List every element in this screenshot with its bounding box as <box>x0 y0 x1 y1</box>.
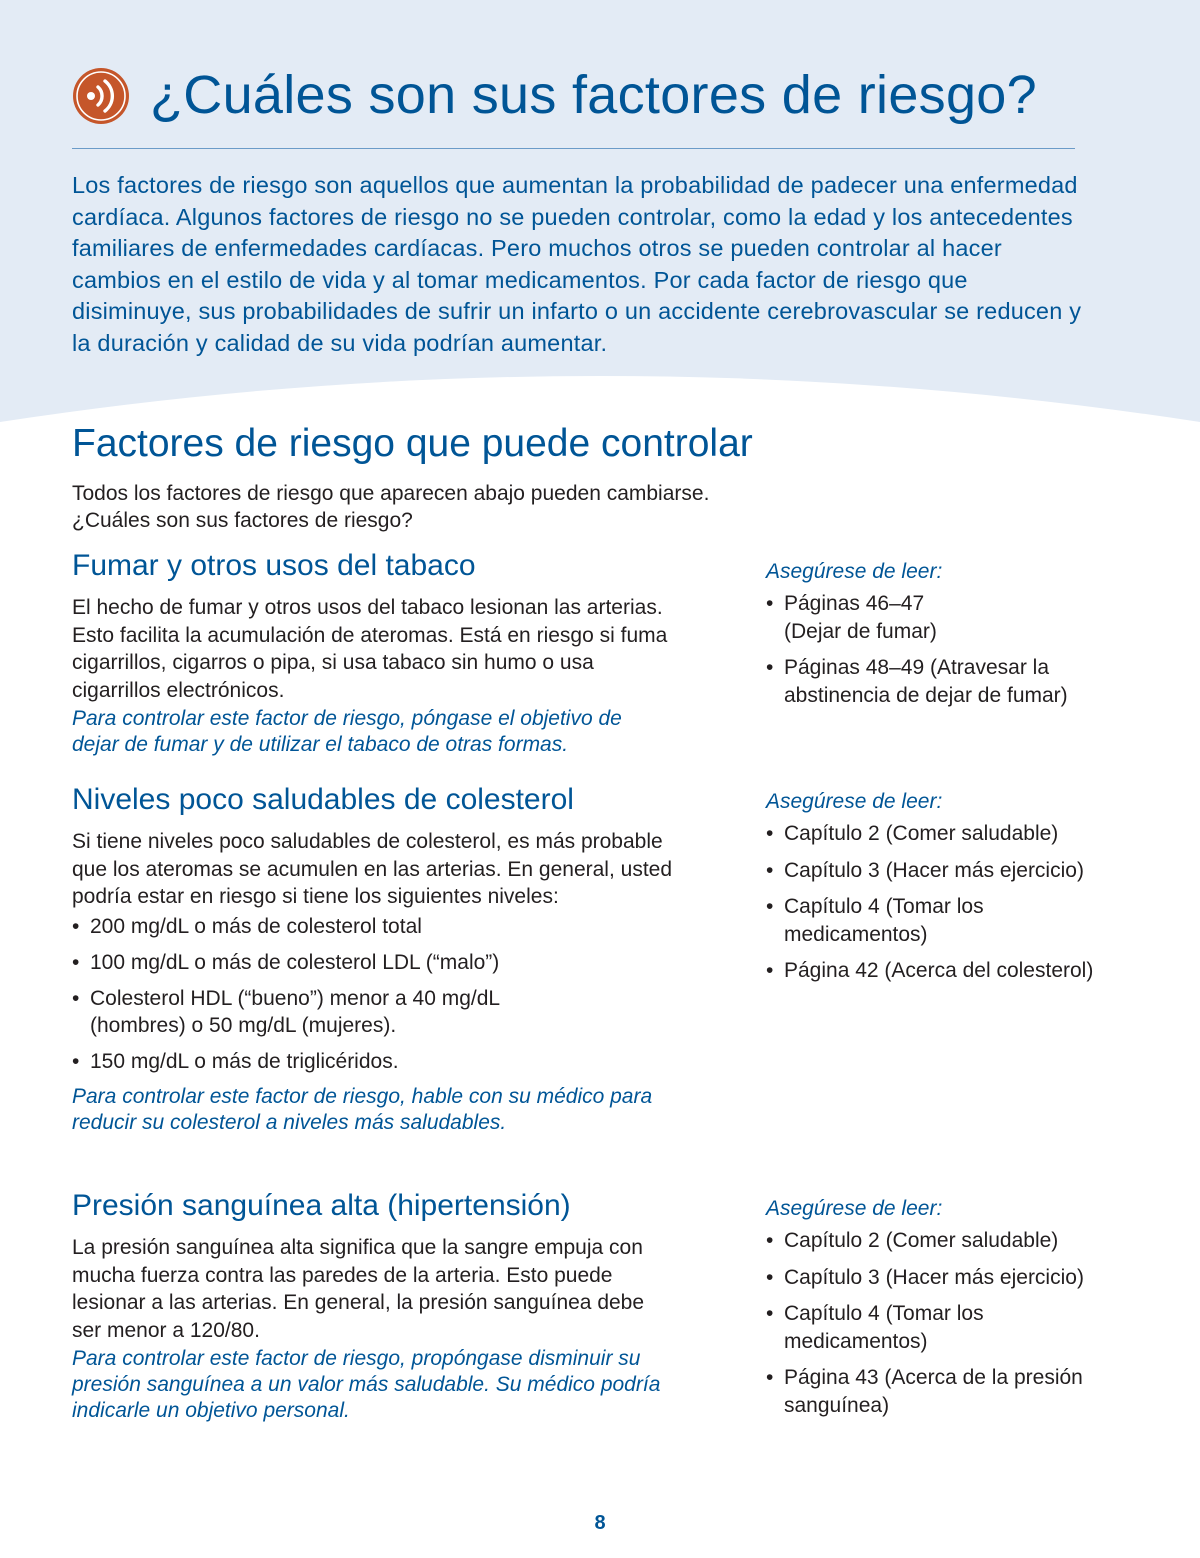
audio-signal-icon <box>72 67 130 125</box>
see-also-link: • Capítulo 4 (Tomar los medicamentos) <box>766 1300 1024 1355</box>
cholesterol-levels-list <box>72 913 672 1075</box>
factor-title: Presión sanguínea alta (hipertensión) <box>72 1189 571 1222</box>
section-title: Factores de riesgo que puede controlar <box>72 422 753 465</box>
list-item: • 150 mg/dL o más de triglicéridos. <box>72 1048 672 1075</box>
section-subtitle <box>72 480 832 534</box>
see-also-smoking <box>766 558 1166 718</box>
factor-tip: Para controlar este factor de riesgo, póngase el objetivo de dejar de fumar y de utilizar el tabaco de otras formas. <box>72 707 622 756</box>
see-also-link: • Páginas 46–47 (Dejar de fumar) <box>766 590 984 645</box>
page-number: 8 <box>594 1512 606 1534</box>
factor-title: Fumar y otros usos del tabaco <box>72 549 476 582</box>
factor-body: La presión sanguínea alta significa que la sangre empuja con mucha fuerza contra las paredes de la arteria. Esto puede lesionar a las arterias. En general, la presión sanguínea debe ser menor a 120/80. <box>72 1236 645 1342</box>
title-divider <box>72 148 1075 149</box>
see-also-link: • Capítulo 4 (Tomar los medicamentos) <box>766 893 1024 948</box>
see-also-label: Asegúrese de leer: <box>766 790 943 813</box>
list-item: • 200 mg/dL o más de colesterol total <box>72 913 672 940</box>
section-subtitle-line2: ¿Cuáles son sus factores de riesgo? <box>72 509 413 532</box>
factor-cholesterol <box>72 782 672 1136</box>
factor-blood-pressure <box>72 1188 672 1424</box>
factor-smoking <box>72 548 672 758</box>
list-item: • Colesterol HDL (“bueno”) menor a 40 mg/dL (hombres) o 50 mg/dL (mujeres). <box>72 985 560 1039</box>
factor-tip: Para controlar este factor de riesgo, hable con su médico para reducir su colesterol a niveles más saludables. <box>72 1084 653 1134</box>
see-also-blood-pressure <box>766 1195 1166 1428</box>
see-also-link: • Capítulo 2 (Comer saludable) <box>766 820 1166 848</box>
list-item: • 100 mg/dL o más de colesterol LDL (“malo”) <box>72 949 672 976</box>
see-also-link: • Capítulo 3 (Hacer más ejercicio) <box>766 1264 1166 1292</box>
see-also-link: • Capítulo 2 (Comer saludable) <box>766 1227 1166 1255</box>
see-also-link: • Páginas 48–49 (Atravesar la abstinencia de dejar de fumar) <box>766 654 1124 709</box>
see-also-label: Asegúrese de leer: <box>766 560 943 583</box>
see-also-cholesterol <box>766 788 1166 994</box>
see-also-link: • Página 42 (Acerca del colesterol) <box>766 957 1166 985</box>
page-title: ¿Cuáles son sus factores de riesgo? <box>150 65 1037 125</box>
factor-title: Niveles poco saludables de colesterol <box>72 783 574 816</box>
see-also-label: Asegúrese de leer: <box>766 1197 943 1220</box>
factor-body: Si tiene niveles poco saludables de colesterol, es más probable que los ateromas se acumulen en las arterias. En general, usted podría estar en riesgo si tiene los siguientes niveles: <box>72 830 673 908</box>
see-also-link: • Página 43 (Acerca de la presión sanguínea) <box>766 1364 1164 1419</box>
factor-body: El hecho de fumar y otros usos del tabaco lesionan las arterias. Esto facilita la acumulación de ateromas. Está en riesgo si fuma cigarrillos, cigarros o pipa, si usa tabaco sin humo o usa cigarrillos electrónicos. <box>72 596 668 702</box>
factor-tip: Para controlar este factor de riesgo, propóngase disminuir su presión sanguínea a un valor más saludable. Su médico podría indicarle un objetivo personal. <box>72 1347 661 1422</box>
intro-paragraph: Los factores de riesgo son aquellos que aumentan la probabilidad de padecer una enfermedad cardíaca. Algunos factores de riesgo no se pueden controlar, como la edad y los antecedentes familiares de enfermedades cardíacas. Pero muchos otros se pueden controlar al hacer cambios en el estilo de vida y al tomar medicamentos. Por cada factor de riesgo que disiminuye, sus probabilidades de sufrir un infarto o un accidente cerebrovascular se reducen y la duración y calidad de su vida podrían aumentar. <box>72 172 1082 356</box>
section-subtitle-line1: Todos los factores de riesgo que aparecen abajo pueden cambiarse. <box>72 482 710 505</box>
see-also-link: • Capítulo 3 (Hacer más ejercicio) <box>766 857 1166 885</box>
